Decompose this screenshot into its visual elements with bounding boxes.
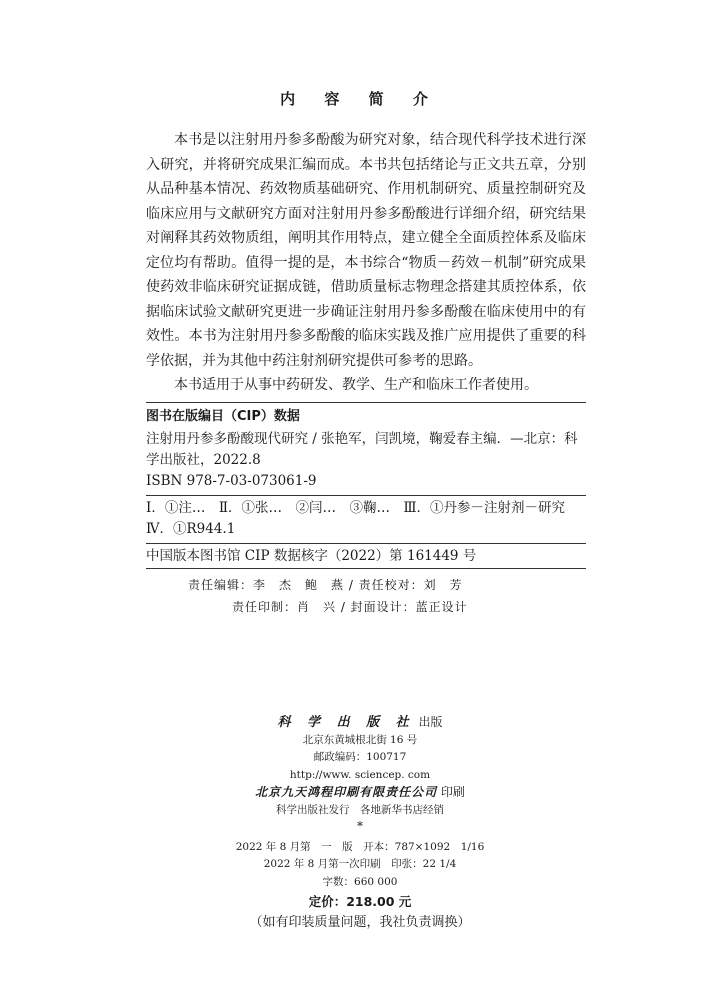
cip-heading: 图书在版编目（CIP）数据 xyxy=(146,409,300,424)
publisher-logo-text: 科 学 出 版 社 xyxy=(277,715,415,730)
distribution-line: 科学出版社发行 各地新华书店经销 xyxy=(276,804,444,817)
publication-info xyxy=(0,714,720,933)
cip-isbn: ISBN 978-7-03-073061-9 xyxy=(146,473,317,489)
book-summary xyxy=(146,128,586,398)
word-count: 字数：660 000 xyxy=(322,875,398,888)
audience-paragraph: 本书适用于从事中药研发、教学、生产和临床工作者使用。 xyxy=(174,377,538,393)
publisher-verb: 出版 xyxy=(414,715,443,729)
publisher-line xyxy=(0,714,720,732)
summary-paragraph: 本书是以注射用丹参多酚酸为研究对象，结合现代科学技术进行深入研究，并将研究成果汇编而成。本书共包括绪论与正文共五章，分别从品种基本情况、药效物质基础研究、作用机制研究、质量控制研究及临床应用与文献研究方面对注射用丹参多酚酸进行详细介绍，研究结果对阐释其药效物质组，阐明其作用特点，建立健全全面质控体系及临床定位均有帮助。值得一提的是，本书综合“物质－药效－机制”研究成果使药效非临床研究证据成链，借助质量标志物理念搭建其质控体系，依据临床试验文献研究更进一步确证注射用丹参多酚酸在临床使用中的有效性。本书为注射用丹参多酚酸的临床实践及推广应用提供了重要的科学依据，并为其他中药注射剂研究提供可参考的思路。 xyxy=(146,132,586,369)
edition-line: 2022 年 8 月第 一 版 开本：787×1092 1/16 xyxy=(235,841,485,854)
divider-star: * xyxy=(357,819,363,834)
cip-bottom-rule xyxy=(146,568,586,569)
cip-top-rule xyxy=(146,402,586,403)
editorial-credits xyxy=(146,574,586,618)
printer-line xyxy=(0,784,720,802)
printer-name: 北京九天鸿程印刷有限责任公司 xyxy=(255,784,438,799)
credits-line-editors: 责任编辑：李 杰 鲍 燕 / 责任校对：刘 芳 xyxy=(188,578,463,592)
printer-verb: 印刷 xyxy=(437,784,465,799)
publisher-website: http://www. sciencep. com xyxy=(289,768,431,781)
price: 定价：218.00 元 xyxy=(308,893,412,909)
quality-note: （如有印装质量问题，我社负责调换） xyxy=(249,914,471,930)
cip-title-line: 注射用丹参多酚酸现代研究 / 张艳军，闫凯境，鞠爱春主编．—北京：科学出版社，2022.8 xyxy=(146,431,578,468)
publisher-address: 北京东黄城根北街 16 号 xyxy=(302,734,418,747)
page-title: 内 容 简 介 xyxy=(280,90,440,108)
credits-line-production: 责任印制：肖 兴 / 封面设计：蓝正设计 xyxy=(232,600,468,614)
printing-line: 2022 年 8 月第一次印刷 印张：22 1/4 xyxy=(263,858,457,871)
cip-number: 中国版本图书馆 CIP 数据核字（2022）第 161449 号 xyxy=(146,548,477,564)
publisher-postcode: 邮政编码：100717 xyxy=(313,751,407,764)
cip-classification: Ⅰ．①注… Ⅱ．①张… ②闫… ③鞠… Ⅲ．①丹参－注射剂－研究 Ⅳ．①R944.1 xyxy=(146,500,579,537)
cip-block xyxy=(146,402,586,569)
cip-separator xyxy=(146,495,586,496)
